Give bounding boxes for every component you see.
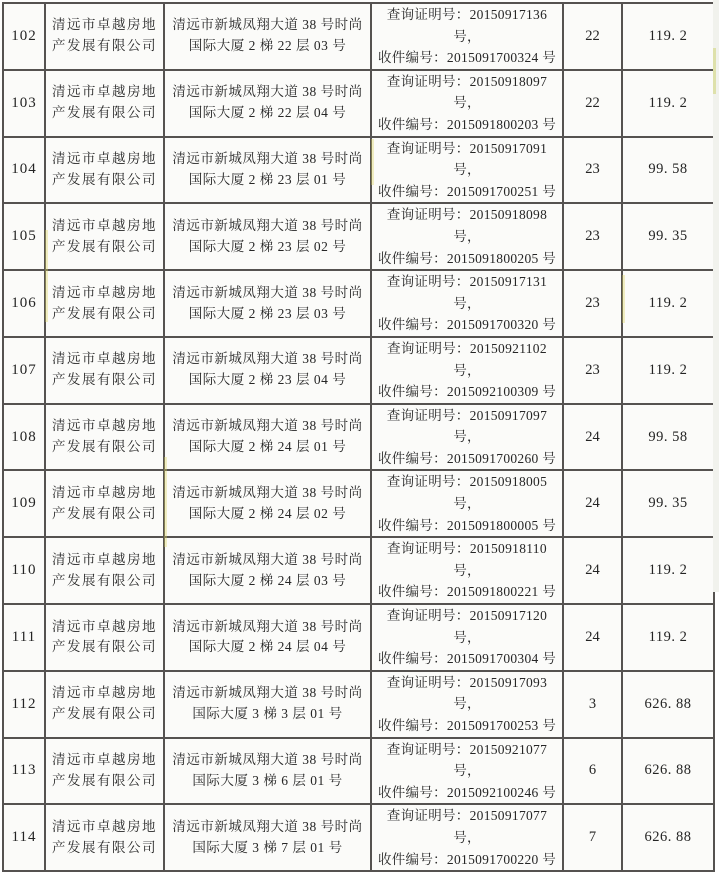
table-row — [3, 404, 714, 471]
address-line1: 清远市新城凤翔大道 38 号时尚 — [172, 84, 363, 100]
floor-value: 22 — [585, 94, 600, 111]
address-line1: 清远市新城凤翔大道 38 号时尚 — [172, 685, 363, 701]
table-body — [3, 3, 714, 871]
table-row — [3, 604, 714, 671]
cell-area — [622, 70, 714, 137]
cell-certificate-numbers — [371, 337, 563, 404]
address-line1: 清远市新城凤翔大道 38 号时尚 — [172, 818, 363, 834]
address-line2: 国际大厦 2 梯 24 层 04 号 — [188, 639, 347, 655]
cell-floor — [563, 804, 622, 871]
cell-property-address — [164, 404, 371, 471]
area-value: 99. 35 — [648, 495, 688, 512]
area-value: 99. 35 — [648, 228, 688, 245]
address-line1: 清远市新城凤翔大道 38 号时尚 — [172, 284, 363, 300]
company-name-line1: 清远市卓越房地 — [52, 217, 157, 233]
address-line1: 清远市新城凤翔大道 38 号时尚 — [172, 351, 363, 367]
cell-row-number — [3, 738, 45, 805]
company-name-line1: 清远市卓越房地 — [52, 752, 157, 768]
cell-row-number — [3, 3, 45, 70]
address-line1: 清远市新城凤翔大道 38 号时尚 — [172, 551, 363, 567]
receipt-number: 收件编号：2015091700320 号 — [377, 317, 557, 333]
row-number: 104 — [11, 161, 37, 178]
table-row — [3, 137, 714, 204]
receipt-number: 收件编号：2015091700251 号 — [377, 183, 557, 199]
floor-value: 24 — [585, 562, 600, 579]
company-name-line2: 产发展有限公司 — [52, 839, 157, 855]
cell-row-number — [3, 203, 45, 270]
cell-area — [622, 137, 714, 204]
address-line1: 清远市新城凤翔大道 38 号时尚 — [172, 752, 363, 768]
company-name-line1: 清远市卓越房地 — [52, 418, 157, 434]
cell-floor — [563, 470, 622, 537]
cell-property-address — [164, 470, 371, 537]
page-right-edge — [713, 0, 719, 592]
floor-value: 24 — [585, 428, 600, 445]
cell-row-number — [3, 804, 45, 871]
cell-certificate-numbers — [371, 404, 563, 471]
company-name-line1: 清远市卓越房地 — [52, 484, 157, 500]
company-name-line1: 清远市卓越房地 — [52, 818, 157, 834]
row-number: 105 — [11, 228, 37, 245]
receipt-number: 收件编号：2015091700324 号 — [377, 50, 557, 66]
cell-area — [622, 470, 714, 537]
table-row — [3, 270, 714, 337]
row-number: 108 — [11, 428, 37, 445]
company-name-line2: 产发展有限公司 — [52, 706, 157, 722]
cell-property-address — [164, 270, 371, 337]
query-certificate-number: 查询证明号：20150921102 号， — [387, 340, 547, 378]
query-certificate-number: 查询证明号：20150917097 号， — [386, 407, 548, 445]
company-name-line1: 清远市卓越房地 — [52, 351, 157, 367]
cell-property-address — [164, 203, 371, 270]
address-line1: 清远市新城凤翔大道 38 号时尚 — [172, 618, 363, 634]
table-row — [3, 3, 714, 70]
area-value: 626. 88 — [644, 695, 692, 712]
cell-row-number — [3, 270, 45, 337]
address-line2: 国际大厦 2 梯 22 层 04 号 — [188, 105, 347, 121]
cell-floor — [563, 671, 622, 738]
query-certificate-number: 查询证明号：20150917093 号， — [386, 674, 548, 712]
address-line2: 国际大厦 2 梯 23 层 01 号 — [188, 171, 347, 187]
floor-value: 24 — [585, 628, 600, 645]
cell-area — [622, 404, 714, 471]
cell-certificate-numbers — [371, 537, 563, 604]
cell-area — [622, 270, 714, 337]
cell-floor — [563, 203, 622, 270]
address-line1: 清远市新城凤翔大道 38 号时尚 — [172, 151, 363, 167]
cell-floor — [563, 537, 622, 604]
company-name-line2: 产发展有限公司 — [52, 171, 157, 187]
query-certificate-number: 查询证明号：20150918097 号， — [386, 73, 548, 111]
receipt-number: 收件编号：2015091700220 号 — [377, 851, 557, 867]
area-value: 119. 2 — [648, 295, 688, 312]
cell-certificate-numbers — [371, 70, 563, 137]
cell-area — [622, 203, 714, 270]
address-line1: 清远市新城凤翔大道 38 号时尚 — [172, 217, 363, 233]
company-name-line2: 产发展有限公司 — [52, 639, 157, 655]
row-number: 107 — [11, 361, 37, 378]
floor-value: 3 — [588, 695, 597, 712]
company-name-line2: 产发展有限公司 — [52, 505, 157, 521]
records-table — [2, 2, 715, 872]
cell-row-number — [3, 537, 45, 604]
floor-value: 23 — [585, 295, 600, 312]
row-number: 113 — [11, 762, 37, 779]
table-row — [3, 804, 714, 871]
cell-area — [622, 537, 714, 604]
query-certificate-number: 查询证明号：20150917077 号， — [386, 808, 548, 845]
company-name-line1: 清远市卓越房地 — [52, 84, 157, 100]
company-name-line2: 产发展有限公司 — [52, 238, 157, 254]
cell-property-address — [164, 804, 371, 871]
query-certificate-number: 查询证明号：20150918005 号， — [386, 474, 548, 512]
address-line2: 国际大厦 3 梯 3 层 01 号 — [192, 706, 343, 722]
cell-certificate-numbers — [371, 203, 563, 270]
query-certificate-number: 查询证明号：20150917131 号， — [386, 274, 548, 311]
receipt-number: 收件编号：2015091800205 号 — [377, 250, 557, 266]
row-number: 112 — [11, 695, 37, 712]
cell-floor — [563, 738, 622, 805]
query-certificate-number: 查询证明号：20150918110 号， — [387, 541, 547, 578]
receipt-number: 收件编号：2015092100246 号 — [377, 784, 557, 800]
row-number: 106 — [11, 295, 37, 312]
cell-company-name — [45, 337, 164, 404]
cell-property-address — [164, 738, 371, 805]
floor-value: 24 — [585, 495, 600, 512]
company-name-line2: 产发展有限公司 — [52, 105, 157, 121]
address-line2: 国际大厦 2 梯 24 层 01 号 — [188, 439, 347, 455]
company-name-line2: 产发展有限公司 — [52, 439, 157, 455]
cell-company-name — [45, 604, 164, 671]
query-certificate-number: 查询证明号：20150917136 号， — [386, 7, 548, 44]
cell-area — [622, 337, 714, 404]
company-name-line1: 清远市卓越房地 — [52, 284, 157, 300]
cell-floor — [563, 270, 622, 337]
cell-property-address — [164, 337, 371, 404]
query-certificate-number: 查询证明号：20150917091 号， — [386, 140, 548, 178]
cell-property-address — [164, 3, 371, 70]
floor-value: 23 — [585, 161, 600, 178]
cell-floor — [563, 337, 622, 404]
query-certificate-number: 查询证明号：20150917120 号， — [386, 608, 548, 645]
row-number: 103 — [11, 94, 37, 111]
query-certificate-number: 查询证明号：20150921077 号， — [386, 741, 548, 779]
row-number: 102 — [11, 27, 37, 44]
area-value: 119. 2 — [648, 94, 688, 111]
area-value: 99. 58 — [648, 428, 688, 445]
company-name-line1: 清远市卓越房地 — [52, 17, 157, 33]
floor-value: 23 — [585, 228, 600, 245]
cell-area — [622, 804, 714, 871]
company-name-line1: 清远市卓越房地 — [52, 151, 157, 167]
query-certificate-number: 查询证明号：20150918098 号， — [386, 207, 548, 244]
cell-certificate-numbers — [371, 604, 563, 671]
company-name-line2: 产发展有限公司 — [52, 305, 157, 321]
receipt-number: 收件编号：2015091800221 号 — [377, 584, 557, 600]
company-name-line1: 清远市卓越房地 — [52, 618, 157, 634]
table-row — [3, 671, 714, 738]
address-line2: 国际大厦 2 梯 23 层 04 号 — [188, 372, 347, 388]
address-line2: 国际大厦 2 梯 23 层 02 号 — [188, 238, 347, 254]
cell-area — [622, 3, 714, 70]
cell-floor — [563, 604, 622, 671]
row-number: 110 — [11, 562, 37, 579]
cell-row-number — [3, 70, 45, 137]
cell-property-address — [164, 604, 371, 671]
address-line2: 国际大厦 2 梯 24 层 02 号 — [188, 505, 347, 521]
row-number: 111 — [11, 628, 37, 645]
cell-area — [622, 738, 714, 805]
company-name-line1: 清远市卓越房地 — [52, 551, 157, 567]
receipt-number: 收件编号：2015091800203 号 — [377, 116, 557, 132]
address-line1: 清远市新城凤翔大道 38 号时尚 — [172, 17, 363, 33]
company-name-line2: 产发展有限公司 — [52, 372, 157, 388]
area-value: 119. 2 — [648, 27, 688, 44]
cell-property-address — [164, 70, 371, 137]
cell-company-name — [45, 671, 164, 738]
cell-company-name — [45, 137, 164, 204]
floor-value: 7 — [588, 829, 597, 846]
area-value: 99. 58 — [648, 161, 688, 178]
area-value: 119. 2 — [648, 562, 688, 579]
cell-company-name — [45, 470, 164, 537]
receipt-number: 收件编号：2015091800005 号 — [377, 517, 557, 533]
address-line1: 清远市新城凤翔大道 38 号时尚 — [172, 484, 363, 500]
cell-floor — [563, 70, 622, 137]
cell-row-number — [3, 604, 45, 671]
company-name-line2: 产发展有限公司 — [52, 38, 157, 54]
cell-certificate-numbers — [371, 671, 563, 738]
floor-value: 22 — [585, 27, 600, 44]
floor-value: 23 — [585, 361, 600, 378]
cell-certificate-numbers — [371, 3, 563, 70]
cell-certificate-numbers — [371, 804, 563, 871]
cell-company-name — [45, 738, 164, 805]
cell-company-name — [45, 270, 164, 337]
cell-floor — [563, 404, 622, 471]
address-line2: 国际大厦 2 梯 23 层 03 号 — [188, 305, 347, 321]
cell-row-number — [3, 404, 45, 471]
cell-row-number — [3, 671, 45, 738]
cell-company-name — [45, 70, 164, 137]
table-row — [3, 203, 714, 270]
cell-company-name — [45, 203, 164, 270]
company-name-line2: 产发展有限公司 — [52, 572, 157, 588]
table-row — [3, 70, 714, 137]
cell-company-name — [45, 404, 164, 471]
cell-property-address — [164, 537, 371, 604]
cell-row-number — [3, 337, 45, 404]
area-value: 119. 2 — [648, 628, 688, 645]
cell-certificate-numbers — [371, 738, 563, 805]
company-name-line1: 清远市卓越房地 — [52, 685, 157, 701]
receipt-number: 收件编号：2015091700260 号 — [377, 450, 557, 466]
floor-value: 6 — [588, 762, 597, 779]
cell-row-number — [3, 137, 45, 204]
table-row — [3, 537, 714, 604]
cell-area — [622, 671, 714, 738]
cell-certificate-numbers — [371, 470, 563, 537]
company-name-line2: 产发展有限公司 — [52, 772, 157, 788]
area-value: 119. 2 — [648, 361, 688, 378]
address-line2: 国际大厦 2 梯 22 层 03 号 — [188, 38, 347, 54]
cell-row-number — [3, 470, 45, 537]
address-line2: 国际大厦 3 梯 6 层 01 号 — [192, 772, 343, 788]
cell-floor — [563, 3, 622, 70]
cell-certificate-numbers — [371, 270, 563, 337]
cell-company-name — [45, 537, 164, 604]
cell-company-name — [45, 3, 164, 70]
receipt-number: 收件编号：2015092100309 号 — [377, 384, 557, 400]
cell-floor — [563, 137, 622, 204]
receipt-number: 收件编号：2015091700304 号 — [377, 651, 557, 667]
row-number: 114 — [11, 829, 37, 846]
receipt-number: 收件编号：2015091700253 号 — [377, 718, 557, 733]
area-value: 626. 88 — [644, 829, 692, 846]
cell-property-address — [164, 137, 371, 204]
table-row — [3, 337, 714, 404]
address-line1: 清远市新城凤翔大道 38 号时尚 — [172, 418, 363, 434]
cell-certificate-numbers — [371, 137, 563, 204]
row-number: 109 — [11, 495, 37, 512]
table-row — [3, 470, 714, 537]
area-value: 626. 88 — [644, 762, 692, 779]
table-row — [3, 738, 714, 805]
cell-area — [622, 604, 714, 671]
cell-company-name — [45, 804, 164, 871]
address-line2: 国际大厦 3 梯 7 层 01 号 — [192, 839, 343, 855]
address-line2: 国际大厦 2 梯 24 层 03 号 — [188, 572, 347, 588]
cell-property-address — [164, 671, 371, 738]
